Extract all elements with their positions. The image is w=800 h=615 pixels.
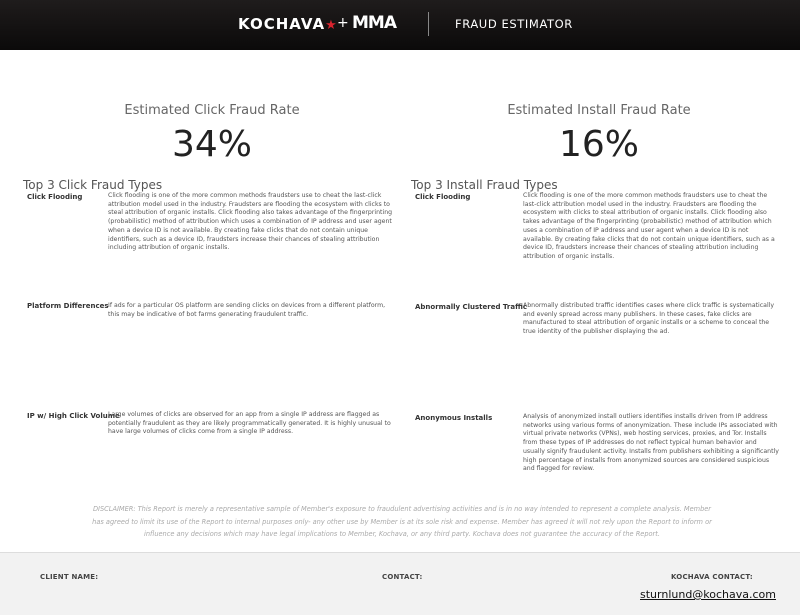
footer-bar xyxy=(0,552,800,615)
kochava-logo xyxy=(238,15,337,33)
click-fraud-type-description: If ads for a particular OS platform are sending clicks on devices from a different platform, this may be indicative of bot farms generating fraudulent traffic. xyxy=(108,302,386,318)
install-fraud-rate-value: 16% xyxy=(558,124,639,165)
client-name-label: CLIENT NAME: xyxy=(40,573,99,581)
click-fraud-type-name: Platform Differences xyxy=(27,302,109,310)
click-fraud-type-description: Large volumes of clicks are observed for an app from a single IP address are flagged as potentially fraudulent as they are likely programmatically generated. It is highly unusual to have large volumes of clicks come from a single IP address. xyxy=(108,411,391,436)
click-fraud-rate-label: Estimated Click Fraud Rate xyxy=(124,103,300,118)
disclaimer-text: DISCLAIMER: This Report is merely a representative sample of Member's exposure to fraudulent advertising activities and is in no way intended to represent a complete analysis. Member has agreed to limit its use of the Report to internal purposes only- any other use by Member is at its sole risk and expense. Member has agreed it will not rely upon the Report to inform or influence any decisions which may have legal implications to Member, Kochava, or any third party. Kochava does not guarantee the accuracy of the Report. xyxy=(92,505,712,539)
install-fraud-types-heading: Top 3 Install Fraud Types xyxy=(411,178,558,192)
install-fraud-type-description: Click flooding is one of the more common methods fraudsters use to cheat the last-click attribution model used in the industry. Fraudsters are flooding the ecosystem with clicks to steal attribution of organic installs. Click flooding also takes advantage of the fingerprinting (probabilistic) method of attribution which uses a combination of IP address and user agent when a device ID is not available. By creating fake clicks that do not contain unique identifiers, such as a device ID, fraudsters increase their chances of stealing attribution including attribution of organic installs. xyxy=(523,192,775,260)
star-icon: ★ xyxy=(325,18,337,33)
header-bar xyxy=(0,0,800,50)
install-fraud-type-name: Click Flooding xyxy=(415,193,471,201)
click-fraud-types-heading: Top 3 Click Fraud Types xyxy=(23,178,163,192)
plus-sign: + xyxy=(337,15,349,31)
header-divider xyxy=(428,12,429,36)
contact-label: CONTACT: xyxy=(382,573,423,581)
click-fraud-type-name: IP w/ High Click Volume xyxy=(27,412,120,420)
kochava-contact-label: KOCHAVA CONTACT: xyxy=(671,573,753,581)
install-fraud-type-description: Analysis of anonymized install outliers identifies installs driven from IP address networks using various forms of anonymization. These include IPs associated with virtual private networks (VPNs), web hosting services, proxies, and Tor. Installs from these types of IP addresses do not reflect typical human behavior and usually signify fraudulent activity. Installs from publishers exhibiting a significantly high percentage of installs from anonymized sources are considered suspicious and flagged for review. xyxy=(523,413,779,473)
install-fraud-type-name: Anonymous Installs xyxy=(415,414,493,422)
click-fraud-type-name: Click Flooding xyxy=(27,193,83,201)
install-fraud-type-description: Abnormally distributed traffic identifies cases where click traffic is systematically and evenly spread across many publishers. In these cases, fake clicks are manufactured to steal attribution of organic installs or a scheme to conceal the true identity of the publisher displaying the ad. xyxy=(523,302,775,336)
kochava-contact-email-link[interactable]: sturnlund@kochava.com xyxy=(640,588,777,601)
mma-logo: MMA xyxy=(352,13,396,33)
click-fraud-rate-value: 34% xyxy=(171,124,252,165)
page-title: FRAUD ESTIMATOR xyxy=(455,17,573,31)
install-fraud-rate-label: Estimated Install Fraud Rate xyxy=(507,103,691,118)
kochava-logo-text: KOCHAVA xyxy=(238,15,326,33)
click-fraud-type-description: Click flooding is one of the more common methods fraudsters use to cheat the last-click attribution model used in the industry. Fraudsters are flooding the ecosystem with clicks to steal attribution of organic installs. Click flooding also takes advantage of the fingerprinting (probabilistic) method of attribution which uses a combination of IP address and user agent when a device ID is not available. By creating fake clicks that do not contain unique identifiers, such as a device ID, fraudsters increase their chances of stealing attribution including attribution of organic installs. xyxy=(108,192,393,252)
install-fraud-type-name: Abnormally Clustered Traffic xyxy=(415,303,528,311)
